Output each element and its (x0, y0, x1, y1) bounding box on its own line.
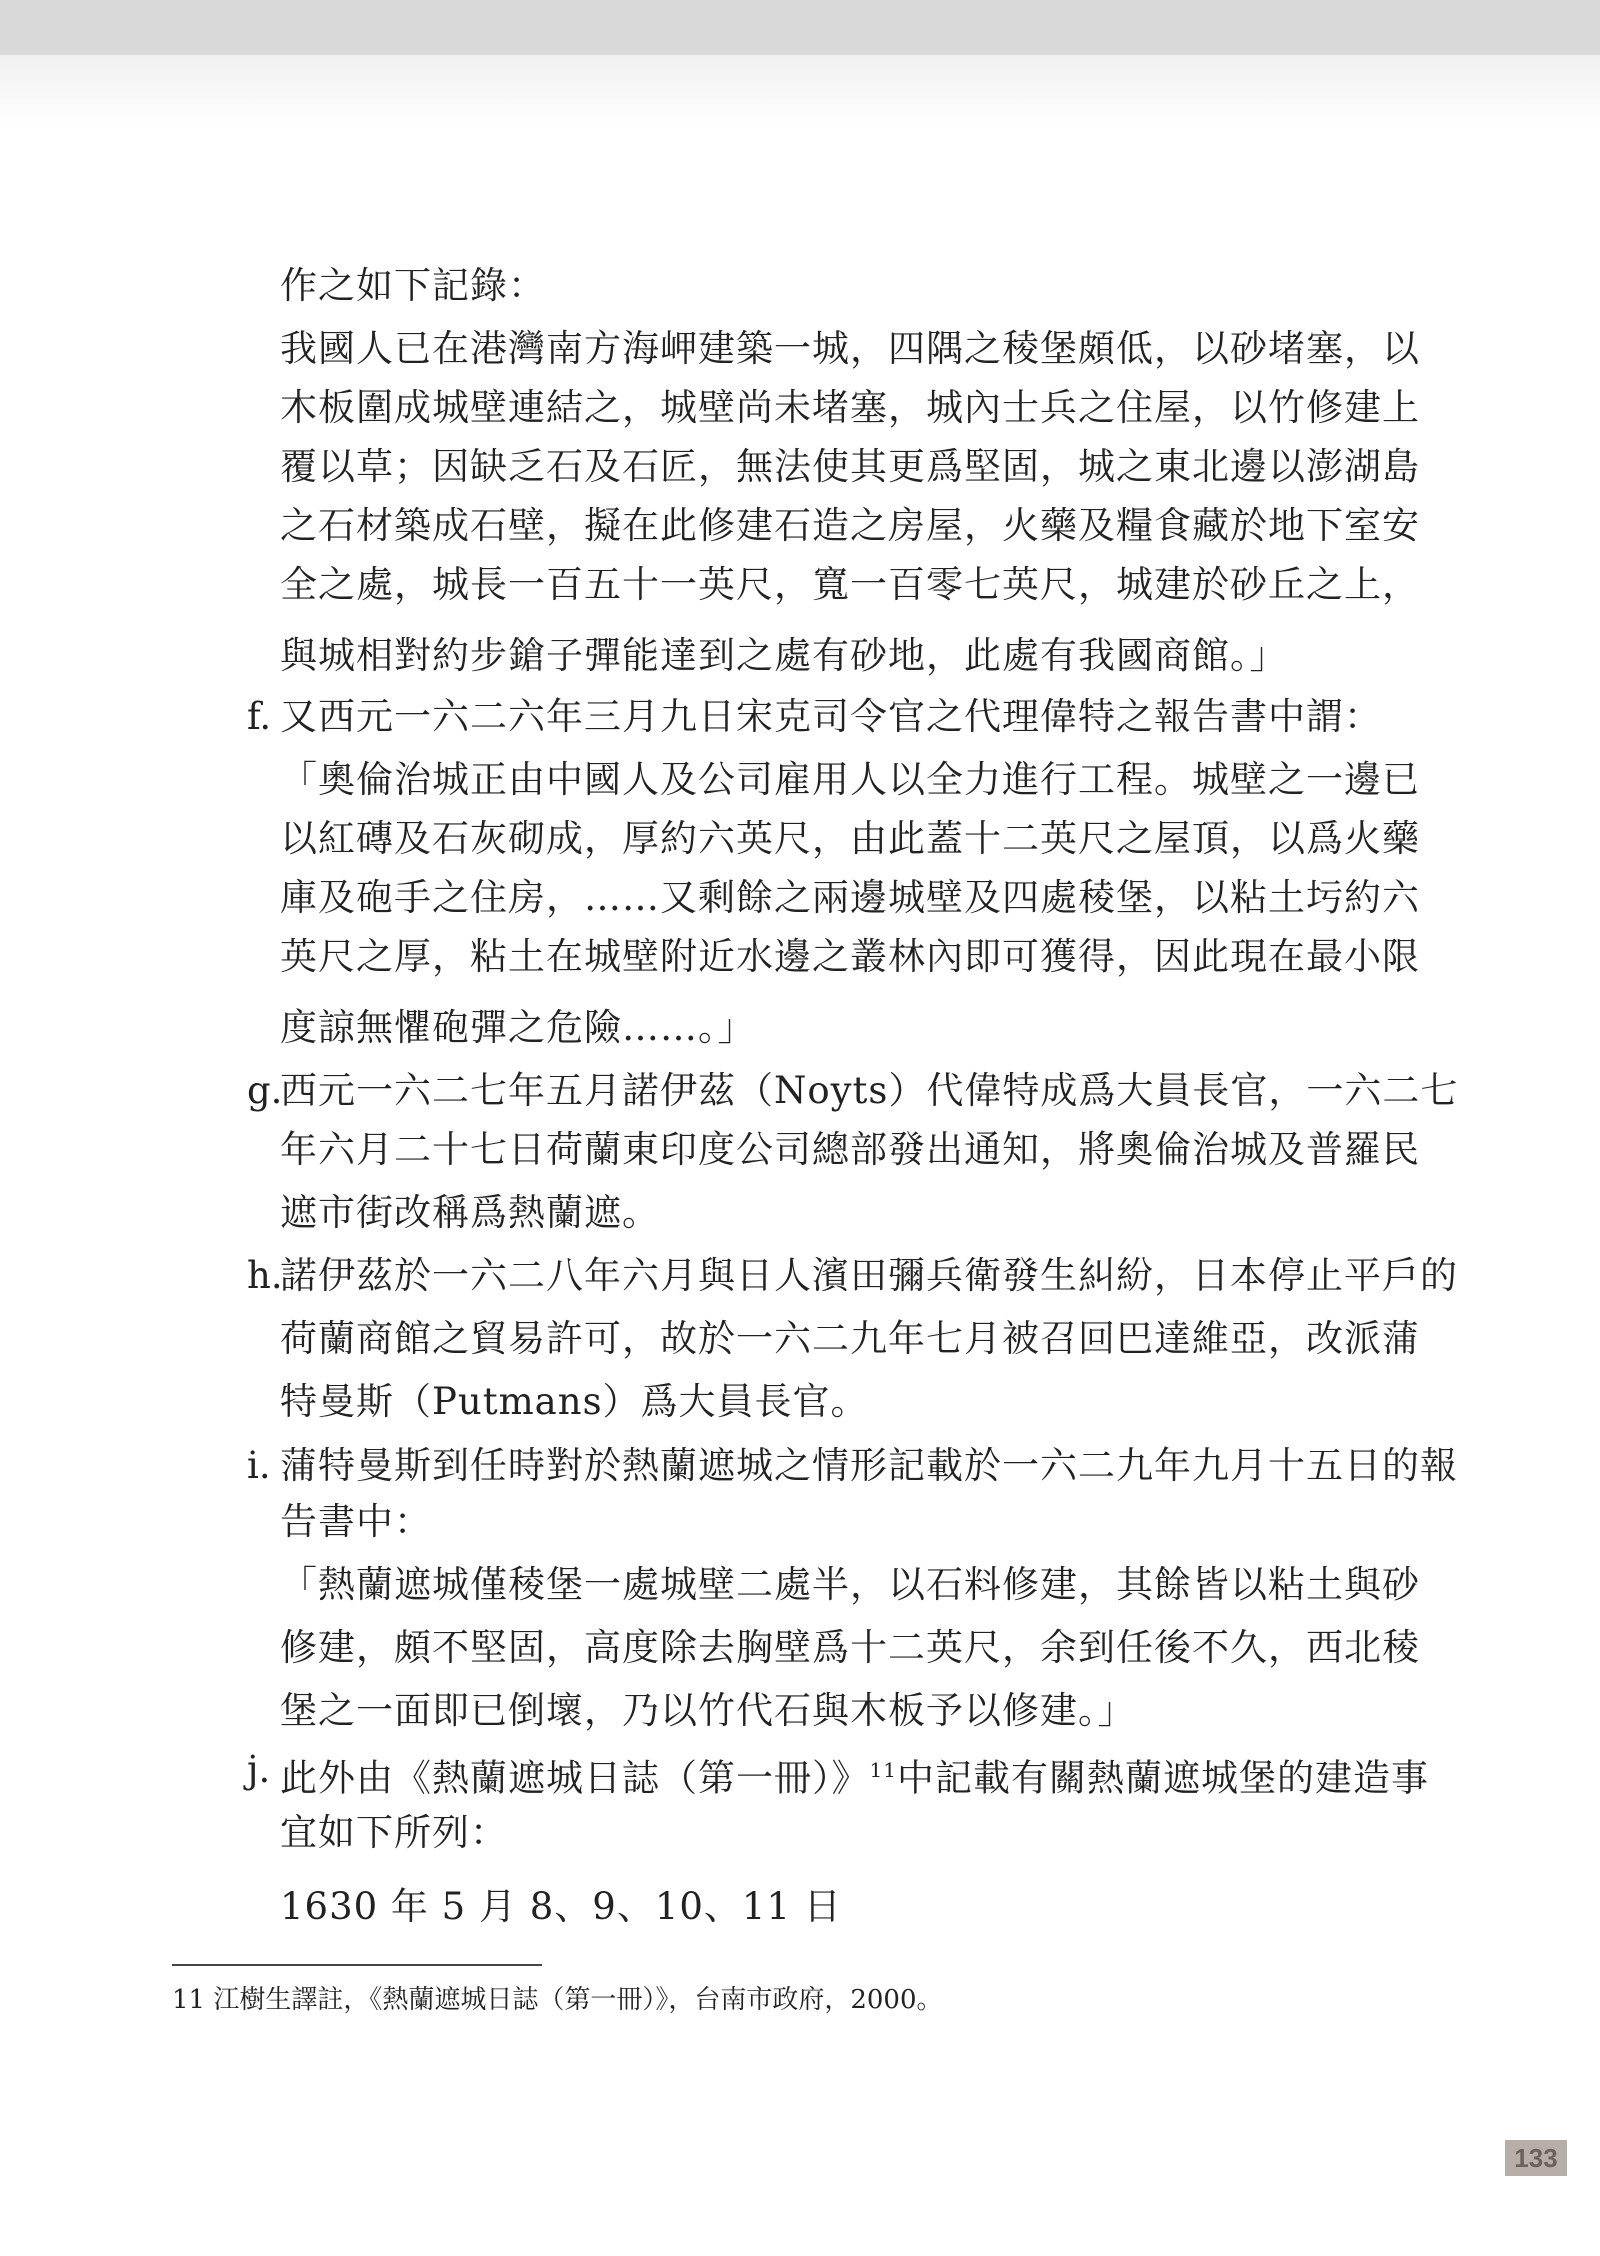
item-j-text-after: 中記載有關熱蘭遮城堡的建造事 (896, 1756, 1429, 1800)
footnote-ref-11: 11 (869, 1758, 897, 1782)
footnote-divider (172, 1964, 542, 1966)
quote1-line-4: 之石材築成石壁，擬在此修建石造之房屋，火藥及糧食藏於地下室安 (280, 504, 1420, 547)
date-line: 1630 年 5 月 8、9、10、11 日 (280, 1885, 842, 1928)
item-j-line-2: 宜如下所列： (280, 1811, 508, 1854)
item-g-line-1: 西元一六二七年五月諾伊茲（Noyts）代偉特成爲大員長官，一六二七 (280, 1069, 1459, 1112)
item-j-text-before: 此外由《熱蘭遮城日誌（第一冊）》 (280, 1756, 870, 1800)
item-h-line-3: 特曼斯（Putmans）爲大員長官。 (280, 1380, 869, 1423)
quote1-line-5: 全之處，城長一百五十一英尺，寬一百零七英尺，城建於砂丘之上， (280, 563, 1420, 606)
item-g-line-3: 遮市街改稱爲熱蘭遮。 (280, 1191, 660, 1234)
quote1-line-1: 我國人已在港灣南方海岬建築一城，四隅之稜堡頗低，以砂堵塞，以 (280, 327, 1420, 370)
item-g-label: g. (247, 1069, 283, 1112)
item-h-line-1: 諾伊茲於一六二八年六月與日人濱田彌兵衛發生糾紛，日本停止平戶的 (280, 1254, 1458, 1297)
quote2-line-3: 庫及砲手之住房，……又剩餘之兩邊城壁及四處稜堡，以粘土圬約六 (280, 876, 1420, 919)
item-j-line-1 (280, 1747, 1429, 1801)
quote2-line-4: 英尺之厚，粘土在城壁附近水邊之叢林內即可獲得，因此現在最小限 (280, 935, 1420, 978)
item-i-line-2: 告書中： (280, 1500, 432, 1543)
item-i-line-1: 蒲特曼斯到任時對於熱蘭遮城之情形記載於一六二九年九月十五日的報 (280, 1444, 1458, 1487)
quote3-line-3: 堡之一面即已倒壞，乃以竹代石與木板予以修建。」 (280, 1689, 1136, 1732)
item-g-line-2: 年六月二十七日荷蘭東印度公司總部發出通知，將奧倫治城及普羅民 (280, 1128, 1420, 1171)
item-h-label: h. (247, 1254, 283, 1297)
quote3-line-1: 「熱蘭遮城僅稜堡一處城壁二處半，以石料修建，其餘皆以粘土與砂 (280, 1563, 1420, 1606)
footnote-11: 11 江樹生譯註，《熱蘭遮城日誌（第一冊）》，台南市政府，2000。 (172, 1985, 943, 2015)
quote2-line-2: 以紅磚及石灰砌成，厚約六英尺，由此蓋十二英尺之屋頂，以爲火藥 (280, 817, 1420, 860)
item-f-label: f. (247, 695, 272, 738)
item-f-line-1: 又西元一六二六年三月九日宋克司令官之代理偉特之報告書中謂： (280, 695, 1382, 738)
quote3-line-2: 修建，頗不堅固，高度除去胸壁爲十二英尺，余到任後不久，西北稜 (280, 1626, 1420, 1669)
quote1-line-6: 與城相對約步鎗子彈能達到之處有砂地，此處有我國商館。」 (280, 634, 1288, 677)
item-i-label: i. (247, 1444, 271, 1487)
quote1-line-3: 覆以草；因缺乏石及石匠，無法使其更爲堅固，城之東北邊以澎湖島 (280, 445, 1420, 488)
quote2-line-5: 度諒無懼砲彈之危險……。」 (280, 1006, 756, 1049)
intro-line: 作之如下記錄： (280, 264, 546, 307)
item-h-line-2: 荷蘭商館之貿易許可，故於一六二九年七月被召回巴達維亞，改派蒲 (280, 1317, 1420, 1360)
page-number: 133 (1505, 2140, 1567, 2176)
quote1-line-2: 木板圍成城壁連結之，城壁尚未堵塞，城內士兵之住屋，以竹修建上 (280, 386, 1420, 429)
quote2-line-1: 「奧倫治城正由中國人及公司雇用人以全力進行工程。城壁之一邊已 (280, 758, 1420, 801)
item-j-label: j. (247, 1748, 271, 1791)
